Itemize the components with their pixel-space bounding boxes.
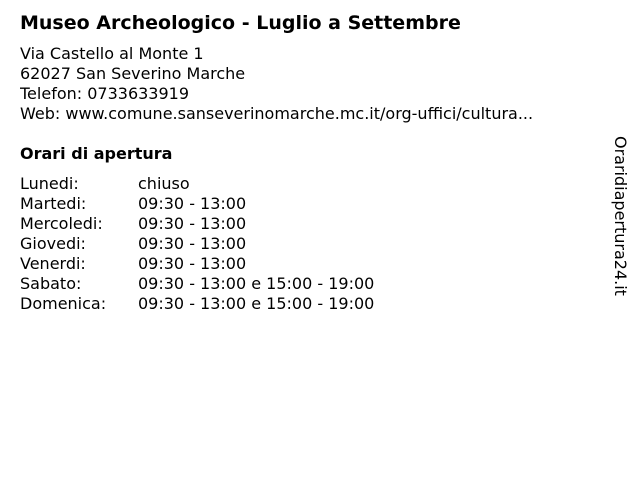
hours-value: 09:30 - 13:00: [138, 214, 247, 233]
day-label: Venerdi:: [20, 254, 86, 273]
hours-value: 09:30 - 13:00: [138, 234, 247, 253]
street-address: Via Castello al Monte 1: [20, 44, 204, 63]
site-watermark: Oraridiapertura24.it: [611, 136, 630, 296]
table-row: [20, 234, 374, 254]
address-block: [20, 44, 610, 124]
hours-value: 09:30 - 13:00: [138, 194, 247, 213]
hours-value: 09:30 - 13:00: [138, 254, 247, 273]
phone-number: Telefon: 0733633919: [20, 84, 190, 103]
table-row: [20, 194, 374, 214]
table-row: [20, 174, 374, 194]
page-title: Museo Archeologico - Luglio a Settembre: [20, 12, 461, 34]
hours-value: 09:30 - 13:00 e 15:00 - 19:00: [138, 294, 375, 313]
day-label: Martedi:: [20, 194, 87, 213]
table-row: [20, 254, 374, 274]
hours-table: [20, 174, 374, 314]
table-row: [20, 214, 374, 234]
table-row: [20, 274, 374, 294]
day-label: Domenica:: [20, 294, 107, 313]
day-label: Sabato:: [20, 274, 82, 293]
day-label: Lunedi:: [20, 174, 79, 193]
content: [20, 10, 610, 314]
table-row: [20, 294, 374, 314]
day-label: Mercoledi:: [20, 214, 103, 233]
hours-heading: Orari di apertura: [20, 144, 173, 163]
hours-value: chiuso: [138, 174, 190, 193]
day-label: Giovedi:: [20, 234, 86, 253]
web-link[interactable]: Web: www.comune.sanseverinomarche.mc.it/org-uffici/cultura...: [20, 104, 534, 123]
city-address: 62027 San Severino Marche: [20, 64, 246, 83]
hours-value: 09:30 - 13:00 e 15:00 - 19:00: [138, 274, 375, 293]
